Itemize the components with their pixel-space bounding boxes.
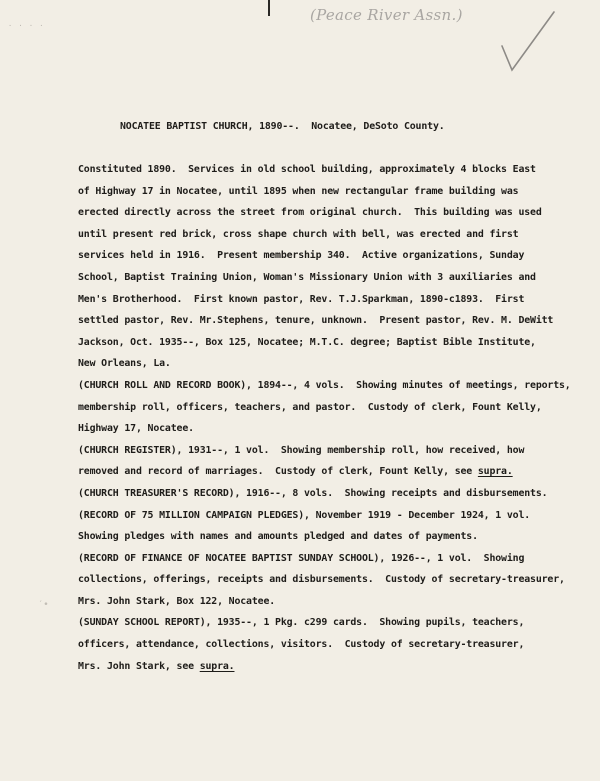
text-segment: Showing pledges with names and amounts pledged and dates of payments. <box>78 531 478 543</box>
text-segment: (RECORD OF FINANCE OF NOCATEE BAPTIST SUNDAY SCHOOL), 1926--, 1 vol. Showing <box>78 552 525 564</box>
pencil-mark <box>268 0 270 16</box>
text-line <box>78 357 571 379</box>
document-body <box>78 163 571 681</box>
text-segment: of Highway 17 in Nocatee, until 1895 when new rectangular frame building was <box>78 185 519 197</box>
text-line <box>78 401 571 423</box>
text-line <box>78 293 571 315</box>
text-segment: School, Baptist Training Union, Woman's Missionary Union with 3 auxiliaries and <box>78 271 536 283</box>
handwritten-annotation: (Peace River Assn.) <box>310 6 463 24</box>
text-line <box>78 379 571 401</box>
text-line <box>78 465 571 487</box>
text-segment: (RECORD OF 75 MILLION CAMPAIGN PLEDGES), November 1919 - December 1924, 1 vol. <box>78 509 531 521</box>
margin-speck: · · · · <box>8 22 45 30</box>
text-segment: Jackson, Oct. 1935--, Box 125, Nocatee; M.T.C. degree; Baptist Bible Institute, <box>78 336 536 348</box>
document-heading: NOCATEE BAPTIST CHURCH, 1890--. Nocatee, DeSoto County. <box>120 121 445 132</box>
text-line <box>78 530 571 552</box>
text-line <box>78 487 571 509</box>
text-line <box>78 509 571 531</box>
text-segment: officers, attendance, collections, visitors. Custody of secretary-treasurer, <box>78 639 525 651</box>
text-line <box>78 271 571 293</box>
text-line <box>78 206 571 228</box>
text-segment: New Orleans, La. <box>78 358 171 370</box>
text-segment: Mrs. John Stark, Box 122, Nocatee. <box>78 595 276 607</box>
underlined-reference: supra. <box>477 466 513 478</box>
text-segment: services held in 1916. Present membership 340. Active organizations, Sunday <box>78 250 525 262</box>
text-segment: settled pastor, Rev. Mr.Stephens, tenure, unknown. Present pastor, Rev. M. DeWitt <box>78 315 554 327</box>
text-line <box>78 422 571 444</box>
text-segment: Men's Brotherhood. First known pastor, Rev. T.J.Sparkman, 1890-c1893. First <box>78 293 525 305</box>
text-line <box>78 573 571 595</box>
text-line <box>78 249 571 271</box>
text-line <box>78 314 571 336</box>
text-segment: Mrs. John Stark, see <box>78 660 200 672</box>
margin-speck: ′• <box>38 600 49 610</box>
text-segment: Constituted 1890. Services in old school building, approximately 4 blocks East <box>78 164 536 175</box>
text-line <box>78 163 571 185</box>
text-segment: (SUNDAY SCHOOL REPORT), 1935--, 1 Pkg. c299 cards. Showing pupils, teachers, <box>78 617 525 629</box>
text-segment: Highway 17, Nocatee. <box>78 423 194 435</box>
text-line <box>78 444 571 466</box>
text-line <box>78 185 571 207</box>
check-mark-icon <box>498 8 558 78</box>
text-line <box>78 616 571 638</box>
text-line <box>78 336 571 358</box>
text-segment: (CHURCH REGISTER), 1931--, 1 vol. Showing membership roll, how received, how <box>78 444 525 456</box>
text-segment: removed and record of marriages. Custody of clerk, Fount Kelly, see <box>78 466 478 478</box>
text-line <box>78 595 571 617</box>
text-line <box>78 228 571 250</box>
text-line <box>78 660 571 682</box>
text-line <box>78 552 571 574</box>
text-segment: (CHURCH TREASURER'S RECORD), 1916--, 8 vols. Showing receipts and disbursements. <box>78 487 548 499</box>
text-segment: collections, offerings, receipts and disbursements. Custody of secretary-treasurer, <box>78 574 565 586</box>
underlined-reference: supra. <box>199 660 235 672</box>
text-segment: until present red brick, cross shape church with bell, was erected and first <box>78 228 519 240</box>
text-line <box>78 638 571 660</box>
text-segment: membership roll, officers, teachers, and pastor. Custody of clerk, Fount Kelly, <box>78 401 542 413</box>
text-segment: (CHURCH ROLL AND RECORD BOOK), 1894--, 4 vols. Showing minutes of meetings, reports, <box>78 379 571 391</box>
text-segment: erected directly across the street from original church. This building was used <box>78 207 542 219</box>
